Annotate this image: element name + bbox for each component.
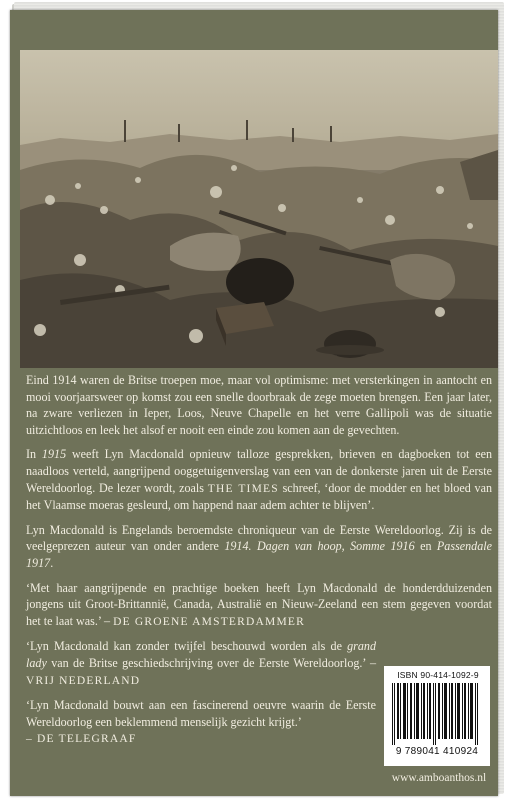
- quote-2: [26, 638, 376, 689]
- quote-3: [26, 697, 376, 748]
- summary-text-b: weeft Lyn Macdonald opnieuw talloze gesprekken, brieven en dagboeken tot een naadloos verteld, aangrijpend ooggetuigenverslag van een van de donkerste jaren uit de Eerste Wereldoorlog. De lezer wordt, zoals: [26, 447, 492, 495]
- quote-2-text-b: van de Britse geschiedschrijving over de Eerste Wereldoorlog.’ –: [46, 655, 376, 670]
- summary-book-title: 1915: [41, 447, 67, 462]
- summary-text-c: schreef, ‘door de modder en het bloed van het Vlaamse moeras gesleurd, om happend naar adem achter te blijven’.: [26, 480, 492, 513]
- author-end: .: [50, 555, 54, 570]
- paragraph-intro: [26, 372, 492, 438]
- paragraph-summary: [26, 446, 492, 513]
- author-text-a: Lyn Macdonald is Engelands beroemdste chroniqueur van de Eerste Wereldoorlog. Zij is de veelgeprezen auteur van onder andere: [26, 522, 492, 554]
- isbn-digits: 9 789041 410924: [395, 746, 479, 757]
- author-book-2: Passendale 1917: [26, 539, 493, 570]
- isbn-label: ISBN 90-414-1092-9: [397, 670, 479, 680]
- summary-source: THE TIMES: [207, 482, 279, 495]
- quote-3-text: ‘Lyn Macdonald bouwt aan een fascinerend oeuvre waarin de Eerste Wereldoorlog een beklemmend menselijk gezicht krijgt.’: [26, 698, 376, 729]
- back-cover: [10, 10, 498, 796]
- battlefield-photo: [20, 50, 498, 368]
- barcode-bars: [390, 683, 484, 745]
- quote-1-text: ‘Met haar aangrijpende en prachtige boeken heeft Lyn Macdonald de honderdduizenden jongens uit Groot-Brittannië, Canada, Australië en Nieuw-Zeeland een stem gegeven voordat het te laat was.’ –: [26, 580, 492, 628]
- paragraph-author: [26, 522, 492, 572]
- publisher-website: www.amboanthos.nl: [391, 772, 487, 784]
- quote-1-source: DE GROENE AMSTERDAMMER: [113, 615, 305, 628]
- paragraph-intro-text: Eind 1914 waren de Britse troepen moe, maar vol optimisme: met versterkingen in aantocht en mooi voorjaarsweer op komst zou een snelle doorbraak de zege moeten brengen. Een jaar later, na zware verliezen in Ieper, Loos, Neuve Chapelle en het verre Gallipoli was de situatie uitzichtloos en leek het alsof er nooit een einde zou komen aan de gevechten.: [26, 373, 492, 437]
- quote-3-source: – DE TELEGRAAF: [26, 733, 137, 746]
- author-and: en: [414, 539, 437, 554]
- barcode: [384, 666, 490, 766]
- quote-1: [26, 580, 492, 631]
- battlefield-photo-art: [20, 50, 498, 368]
- quote-2-source: VRIJ NEDERLAND: [26, 674, 141, 687]
- quote-2-italic: grand lady: [26, 639, 376, 670]
- quote-2-text-a: ‘Lyn Macdonald kan zonder twijfel beschouwd worden als de: [26, 639, 348, 654]
- author-book-1: 1914. Dagen van hoop, Somme 1916: [224, 539, 415, 554]
- summary-text-a: In: [26, 447, 42, 462]
